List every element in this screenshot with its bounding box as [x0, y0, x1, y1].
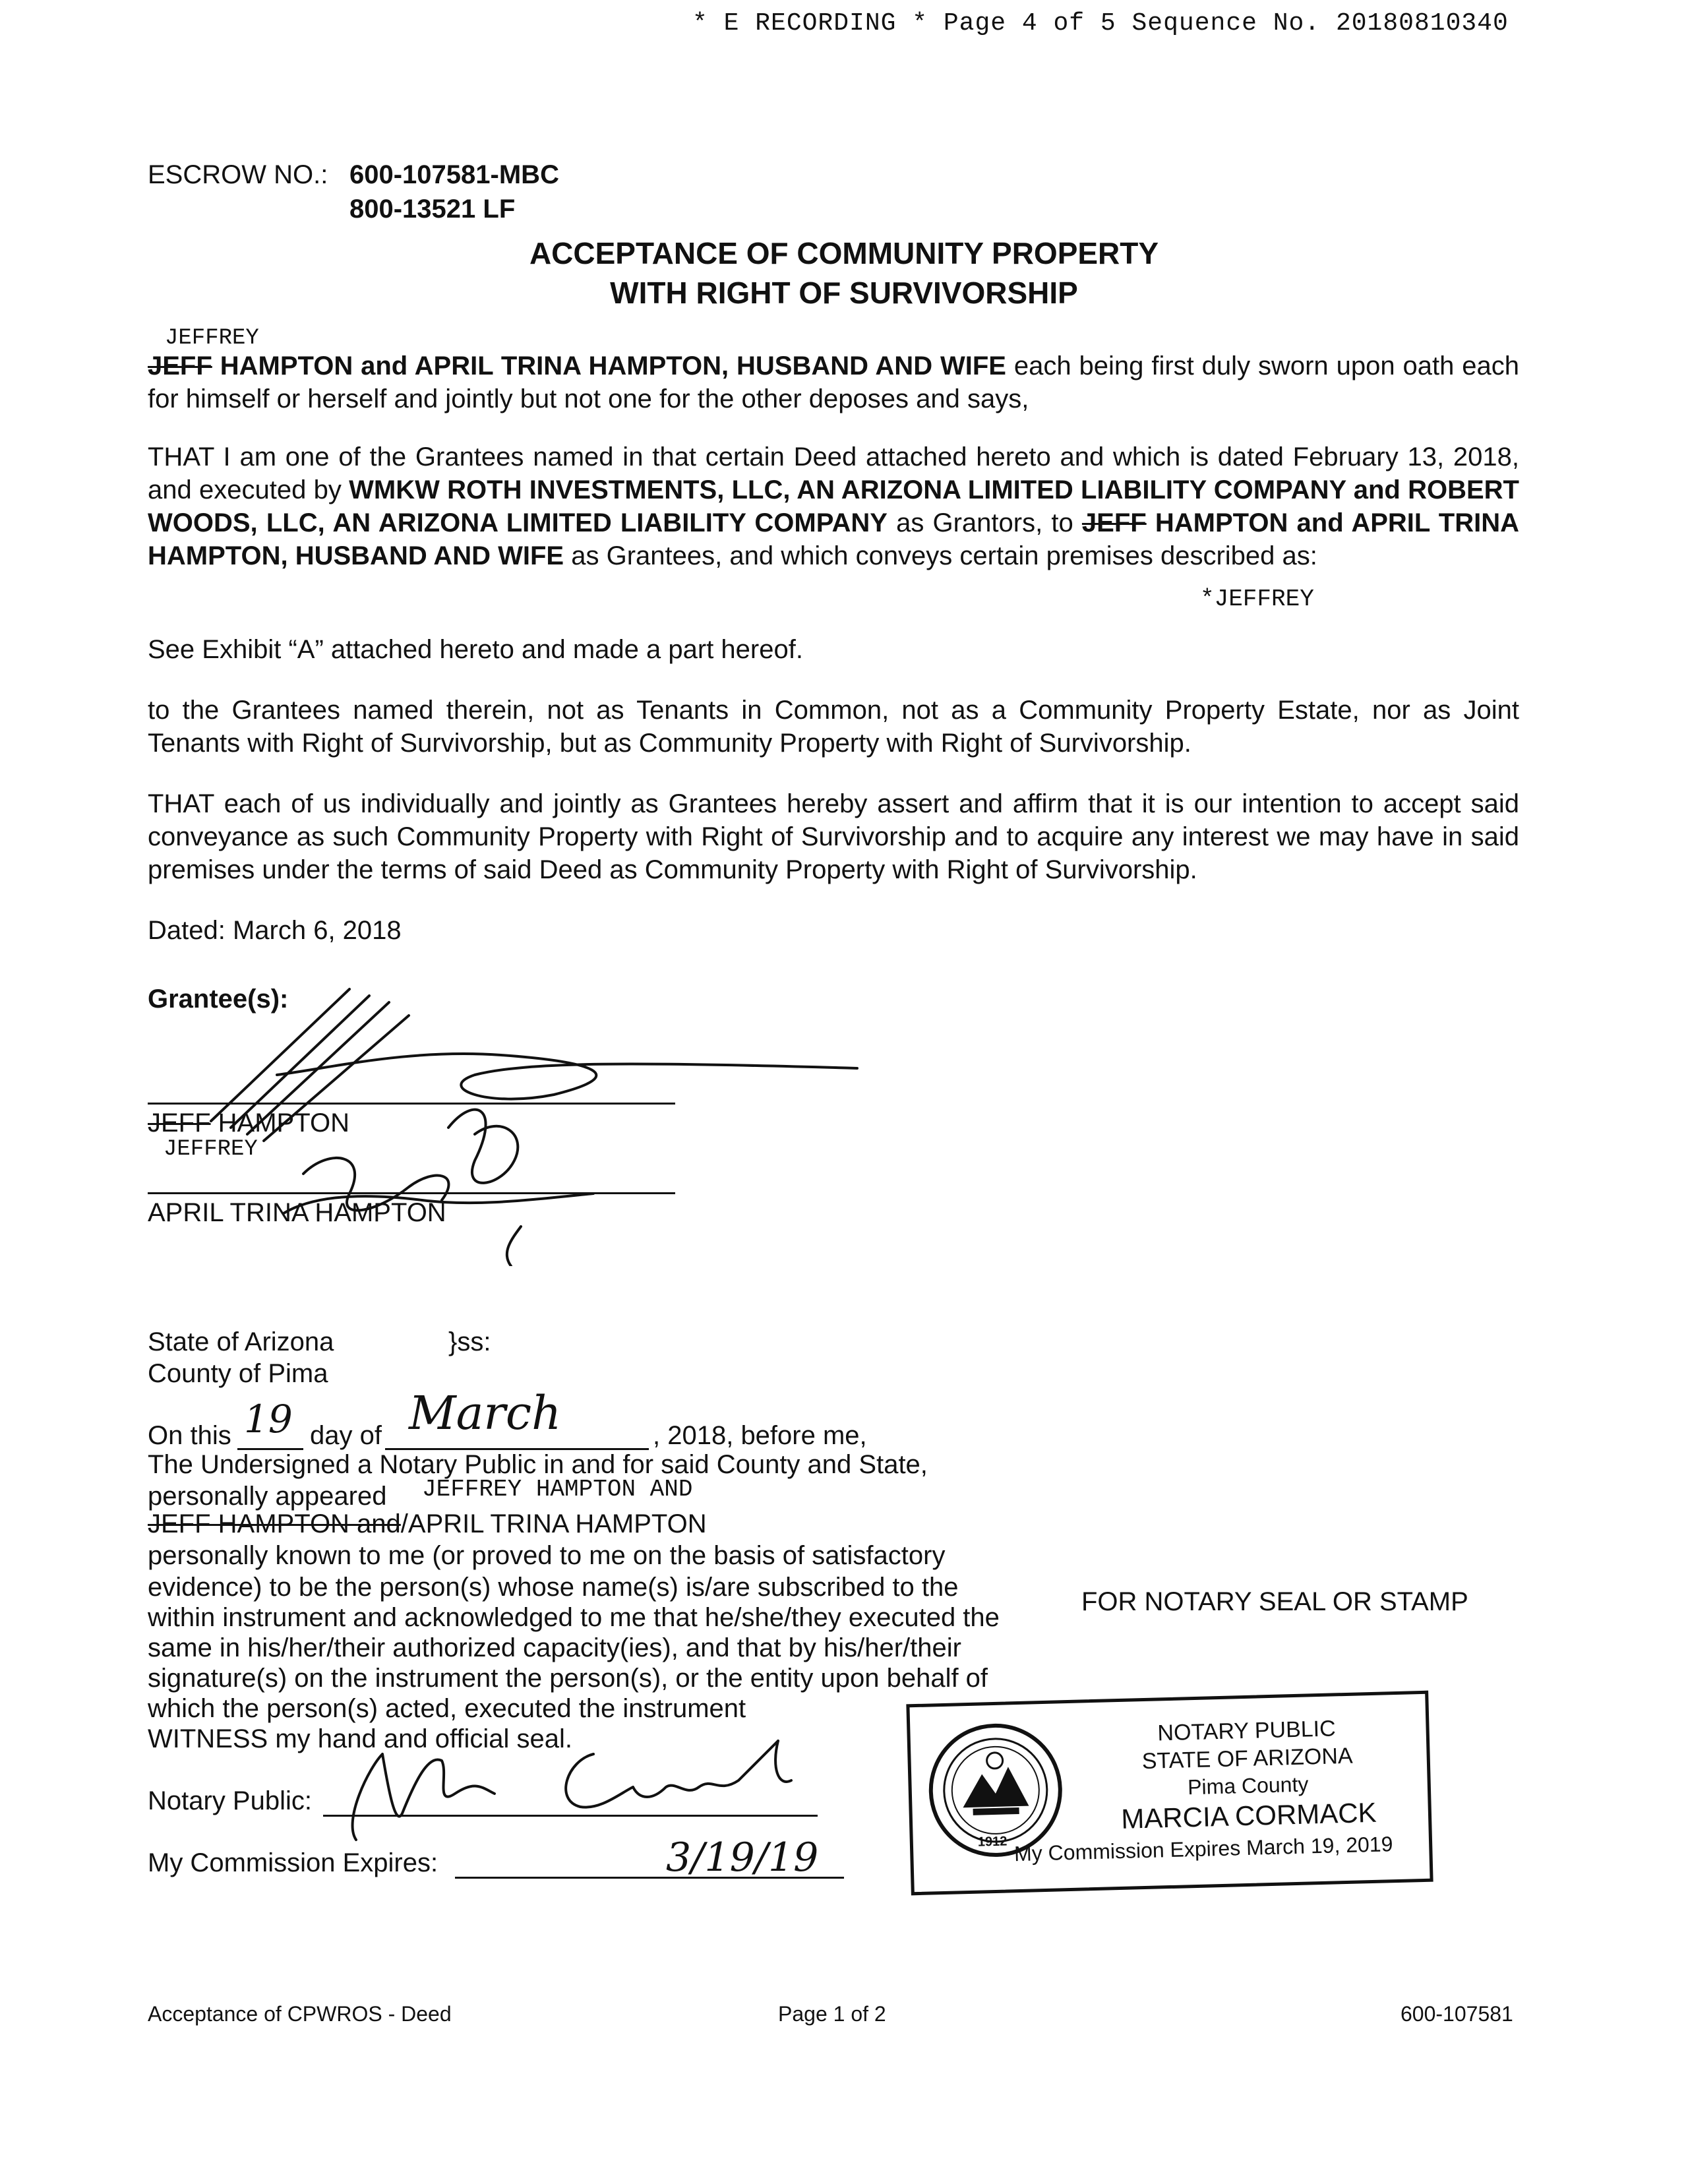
struck-name-2: JEFF [1081, 508, 1147, 537]
inserted-name-jeffrey-2: *JEFFREY [1200, 586, 1314, 613]
stamp-line-3: Pima County [1187, 1772, 1309, 1800]
signer-names-line [148, 1507, 707, 1540]
dated-line: Dated: March 6, 2018 [148, 916, 402, 945]
intro-paragraph [148, 349, 1519, 415]
month-value-handwritten: March [409, 1386, 562, 1440]
signer-1-inserted: JEFFREY [164, 1137, 258, 1162]
typed-signer-names: JEFFREY HAMPTON AND [422, 1476, 693, 1503]
escrow-number-1: 600-107581-MBC [349, 160, 559, 189]
deed-text-1: THAT I am one of the Grantees named in that certain Deed attached hereto and which is dated February 13, 2018, and executed by [148, 442, 1519, 504]
signer-2-name: APRIL TRINA HAMPTON [148, 1198, 446, 1227]
document-title-line2: WITH RIGHT OF SURVIVORSHIP [610, 276, 1078, 310]
notary-body-6: WITNESS my hand and official seal. [148, 1724, 572, 1753]
day-value-handwritten: 19 [244, 1397, 293, 1441]
notary-body-5: which the person(s) acted, executed the instrument [148, 1694, 746, 1723]
notary-intro-line: The Undersigned a Notary Public in and for said County and State, [148, 1450, 928, 1479]
escrow-number-2: 800-13521 LF [349, 195, 516, 224]
notary-state: State of Arizona [148, 1327, 334, 1356]
paragraph-deed [148, 440, 1519, 572]
document-title-line1: ACCEPTANCE OF COMMUNITY PROPERTY [529, 236, 1159, 270]
commission-value-handwritten: 3/19/19 [666, 1835, 819, 1881]
notary-body-3: same in his/her/their authorized capacity(ies), and that by his/her/their [148, 1633, 961, 1662]
seal-year: 1912 [977, 1834, 1008, 1850]
notary-body-1: evidence) to be the person(s) whose name(s) is/are subscribed to the [148, 1573, 959, 1602]
deed-text-3: as Grantees, and which conveys certain premises described as: [571, 541, 1317, 570]
on-this-label: On this [148, 1421, 231, 1450]
paragraph-affirmation: THAT each of us individually and jointly as Grantees hereby assert and affirm that it is our intention to accept said conveyance as such Community Property with Right of Survivorship and to acquire any interest we may have in said premises under the terms of said Deed as Community Property with Right of Survivorship. [148, 789, 1519, 884]
notary-body-4: signature(s) on the instrument the person(s), or the entity upon behalf of [148, 1664, 988, 1693]
intro-text: each being first duly sworn upon oath each for himself or herself and jointly but not one for the other deposes and says, [148, 351, 1519, 413]
year-text: , 2018, before me, [653, 1421, 867, 1450]
grantors-names: WMKW ROTH INVESTMENTS, LLC, AN ARIZONA LIMITED LIABILITY COMPANY and ROBERT WOODS, LLC, AN ARIZONA LIMITED LIABILITY COMPANY [148, 475, 1519, 537]
stamp-line-2: STATE OF ARIZONA [1141, 1743, 1354, 1774]
april-name: /APRIL TRINA HAMPTON [400, 1509, 707, 1538]
signer-1-surname: HAMPTON [218, 1108, 349, 1138]
struck-signer-names: JEFF HAMPTON and [148, 1509, 401, 1538]
footer-page: Page 1 of 2 [778, 2002, 886, 2026]
stamp-line-1: NOTARY PUBLIC [1157, 1716, 1337, 1746]
paragraph-tenancy: to the Grantees named therein, not as Tenants in Common, not as a Community Property Estate, nor as Joint Tenants with Right of Survivorship, but as Community Property with Right of Survivorship. [148, 696, 1519, 758]
signature-line-2 [148, 1192, 675, 1194]
notary-ss: }ss: [448, 1327, 491, 1356]
inserted-name-jeffrey: JEFFREY [165, 326, 259, 351]
notary-body-0: personally known to me (or proved to me on the basis of satisfactory [148, 1541, 946, 1570]
recording-header: * E RECORDING * Page 4 of 5 Sequence No. 20180810340 [692, 9, 1509, 38]
stamp-line-5: My Commission Expires March 19, 2019 [1013, 1832, 1393, 1866]
notary-public-label: Notary Public: [148, 1786, 312, 1815]
day-of-label: day of [310, 1421, 382, 1450]
exhibit-reference: See Exhibit “A” attached hereto and made a part hereof. [148, 635, 803, 664]
notary-signature [316, 1714, 831, 1846]
notary-body-2: within instrument and acknowledged to me that he/she/they executed the [148, 1603, 1000, 1632]
grantee-names: HAMPTON and APRIL TRINA HAMPTON, HUSBAND AND WIFE [220, 351, 1006, 380]
grantees-label: Grantee(s): [148, 985, 289, 1014]
struck-name: JEFF [148, 351, 212, 380]
grantees-names: HAMPTON and APRIL TRINA HAMPTON, HUSBAND AND WIFE [148, 508, 1519, 570]
notary-county: County of Pima [148, 1359, 328, 1388]
notary-stamp [906, 1691, 1433, 1896]
signer-1-name [148, 1107, 349, 1139]
stamp-line-4: MARCIA CORMACK [1120, 1796, 1377, 1835]
signature-line-1 [148, 1103, 675, 1105]
escrow-label: ESCROW NO.: [148, 160, 328, 189]
footer-right: 600-107581 [1401, 2002, 1513, 2026]
seal-placeholder-label: FOR NOTARY SEAL OR STAMP [1081, 1587, 1468, 1616]
signer-1-struck: JEFF [148, 1108, 211, 1138]
deed-text-2: as Grantors, to [896, 508, 1073, 537]
personally-appeared: personally appeared [148, 1482, 387, 1511]
footer-left: Acceptance of CPWROS - Deed [148, 2002, 452, 2026]
commission-label: My Commission Expires: [148, 1848, 438, 1877]
